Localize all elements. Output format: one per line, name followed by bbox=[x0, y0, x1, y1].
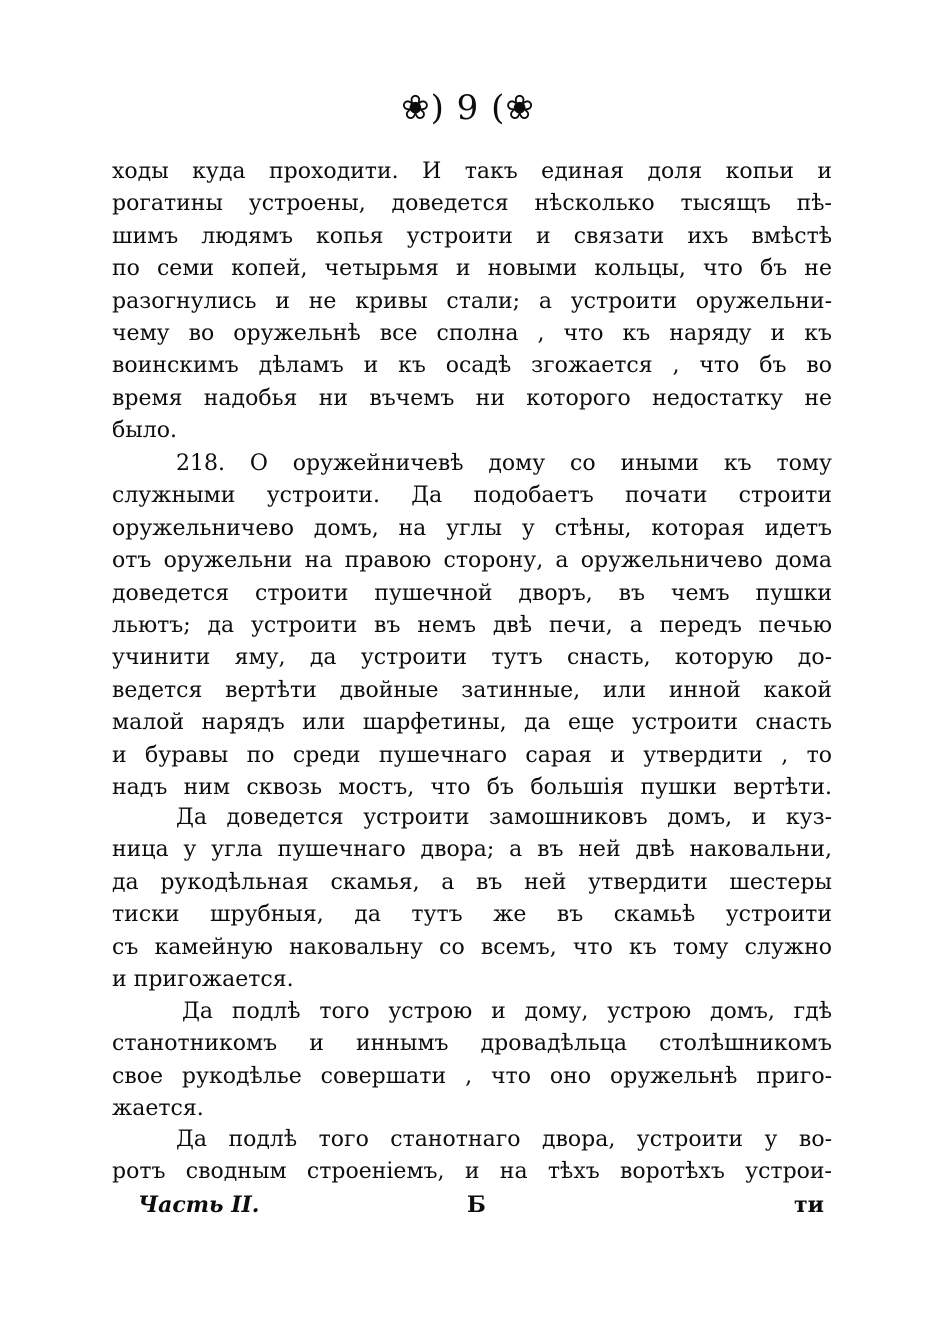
paragraph-section-218 bbox=[112, 448, 832, 804]
text-line: время надобья ни въчемъ ни которого недостатку не bbox=[112, 385, 832, 411]
text-line: служными устроити. Да подобаетъ почати строити bbox=[112, 483, 832, 509]
section-heading-line: 218. О оружейничевѣ дому со иными къ тому bbox=[176, 451, 832, 476]
text-line: станотникомъ и иннымъ дровадѣльца столѣшникомъ bbox=[112, 1031, 832, 1057]
text-line: по семи копей, четырьмя и новыми кольцы, что бъ не bbox=[112, 256, 832, 282]
text-line: чему во оружельнѣ все сполна , что къ наряду и къ bbox=[112, 320, 832, 346]
text-line: доведется строити пушечной дворъ, въ чемъ пушки bbox=[112, 580, 832, 606]
text-line: съ камейную наковальну со всемъ, что къ тому служно bbox=[112, 934, 832, 960]
paragraph-turner-house bbox=[112, 996, 832, 1126]
text-line: воинскимъ дѣламъ и къ осадѣ згожается , что бъ во bbox=[112, 353, 832, 379]
text-line: свое рукодѣлье совершати , что оно оружельнѣ приго- bbox=[112, 1063, 832, 1089]
paragraph-continuation bbox=[112, 156, 832, 448]
part-signature: Часть II. bbox=[138, 1192, 260, 1218]
text-line: и пригожается. bbox=[112, 966, 294, 992]
text-line: было. bbox=[112, 418, 177, 444]
text-line: ротъ сводным строеніемъ, и на тѣхъ воротѣхъ устрои- bbox=[112, 1159, 832, 1185]
page-footer bbox=[112, 1188, 832, 1222]
text-line: и буравы по среди пушечнаго сарая и утвердити , то bbox=[112, 742, 832, 768]
paragraph-locksmith-house bbox=[112, 802, 832, 996]
text-line: малой нарядъ или шарфетины, да еще устроити снасть bbox=[112, 710, 832, 736]
text-line: ведется вертѣти двойные затинные, или инной какой bbox=[112, 677, 832, 703]
text-line: учинити яму, да устроити тутъ снасть, которую до- bbox=[112, 645, 832, 671]
text-line: надъ ним сквозь мостъ, что бъ большія пушки вертѣти. bbox=[112, 774, 832, 800]
text-line: ходы куда проходити. И такъ единая доля копьи и bbox=[112, 159, 832, 184]
text-line: да рукодѣльная скамья, а въ ней утвердити шестеры bbox=[112, 869, 832, 895]
text-line: Да подлѣ того станотнаго двора, устроити у во- bbox=[176, 1127, 832, 1152]
text-line: Да доведется устроити замошниковъ домъ, и куз- bbox=[176, 805, 832, 830]
gathering-letter: Б bbox=[467, 1192, 486, 1218]
text-line: тиски шрубныя, да тутъ же въ скамьѣ устроити bbox=[112, 902, 832, 928]
text-line: льютъ; да устроити въ немъ двѣ печи, а передъ печью bbox=[112, 612, 832, 638]
text-line: разогнулись и не кривы стали; а устроити оружельни- bbox=[112, 288, 832, 314]
paragraph-gate bbox=[112, 1124, 832, 1189]
text-line: рогатины устроены, доведется нѣсколько тысящъ пѣ- bbox=[112, 191, 832, 217]
text-line: оружельничево домъ, на углы у стѣны, которая идетъ bbox=[112, 515, 832, 541]
text-line: жается. bbox=[112, 1096, 204, 1122]
page-number-header: ❀) 9 (❀ bbox=[401, 88, 535, 128]
text-line: ница у угла пушечнаго двора; а въ ней двѣ наковальни, bbox=[112, 837, 832, 863]
text-line: отъ оружельни на правою сторону, а оружельничево дома bbox=[112, 548, 832, 574]
text-line: Да подлѣ того устрою и дому, устрою домъ, гдѣ bbox=[182, 999, 832, 1024]
catchword: ти bbox=[794, 1192, 824, 1218]
text-line: шимъ людямъ копья устроити и связати ихъ вмѣстѣ bbox=[112, 223, 832, 249]
